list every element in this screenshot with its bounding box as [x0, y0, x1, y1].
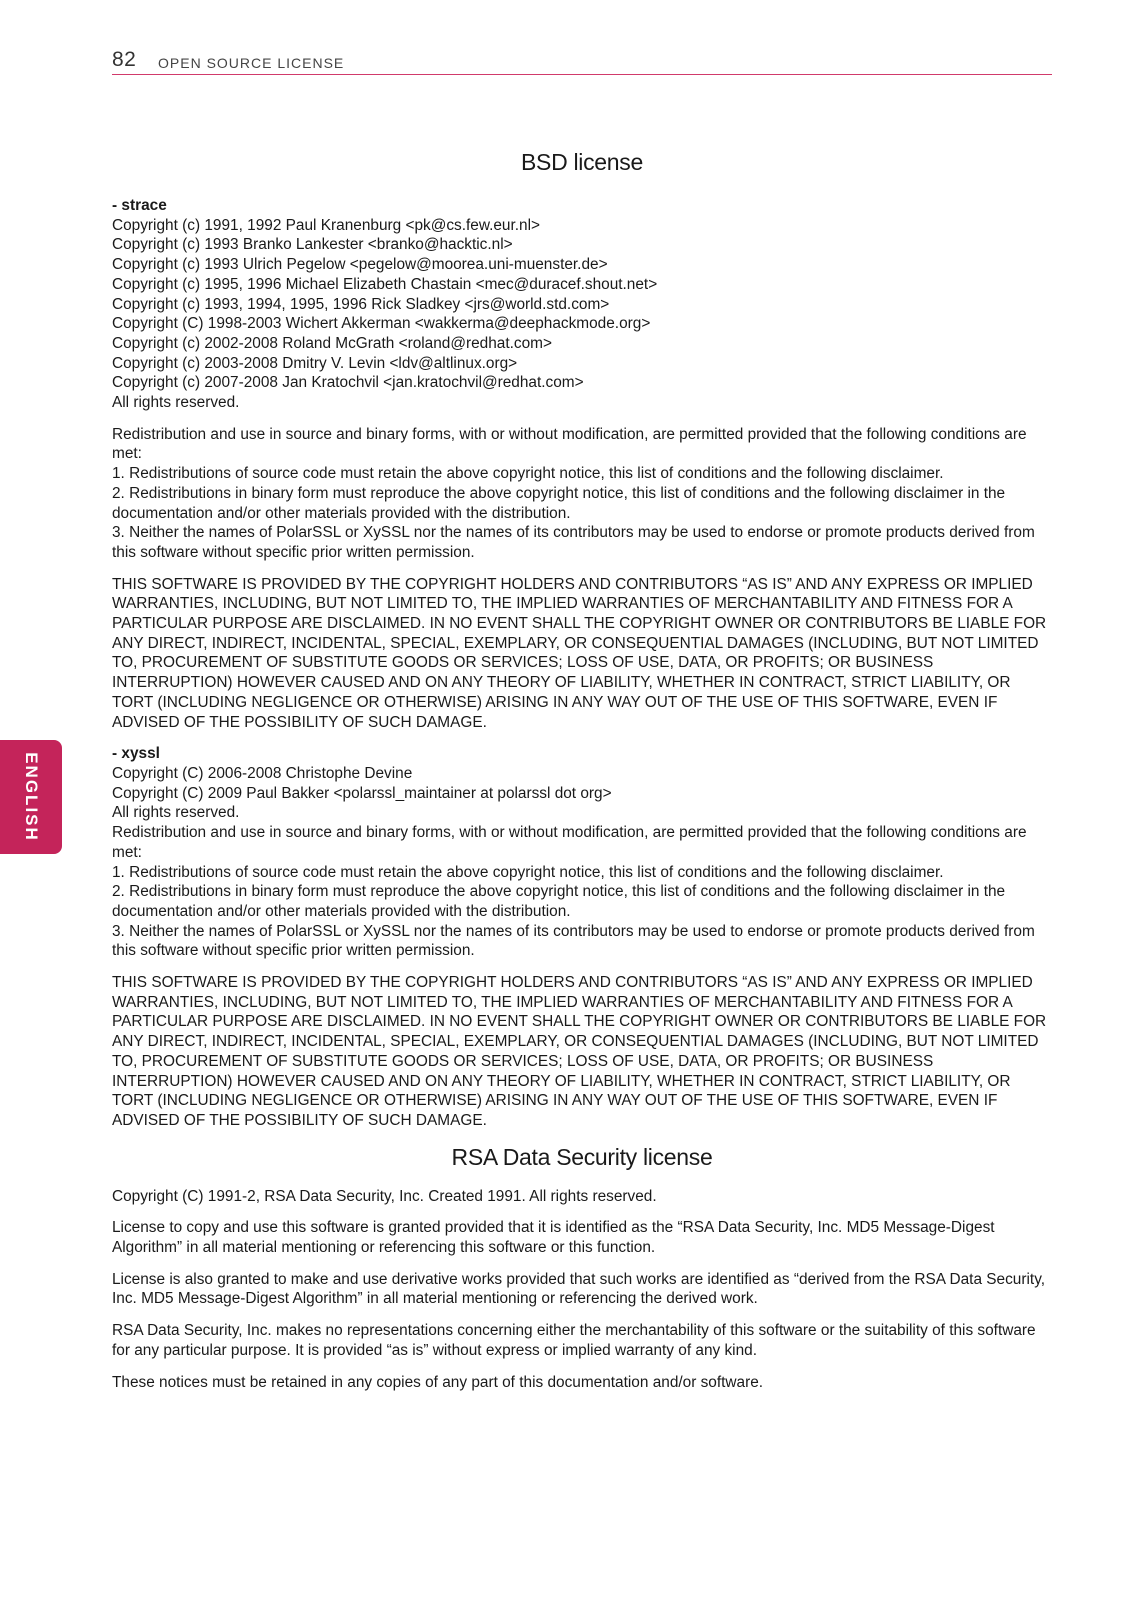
xyssl-line: Copyright (C) 2006-2008 Christophe Devine	[112, 764, 413, 782]
strace-section	[112, 196, 1052, 413]
xyssl-disclaimer: THIS SOFTWARE IS PROVIDED BY THE COPYRIGHT HOLDERS AND CONTRIBUTORS “AS IS” AND ANY EXPRESS OR IMPLIED WARRANTIES, INCLUDING, BUT NOT LIMITED TO, THE IMPLIED WARRANTIES OF MERCHANTABILITY AND FITNESS FOR A PARTICULAR PURPOSE ARE DISCLAIMED. IN NO EVENT SHALL THE COPYRIGHT OWNER OR CONTRIBUTORS BE LIABLE FOR ANY DIRECT, INDIRECT, INCIDENTAL, SPECIAL, EXEMPLARY, OR CONSEQUENTIAL DAMAGES (INCLUDING, BUT NOT LIMITED TO, PROCUREMENT OF SUBSTITUTE GOODS OR SERVICES; LOSS OF USE, DATA, OR PROFITS; OR BUSINESS INTERRUPTION) HOWEVER CAUSED AND ON ANY THEORY OF LIABILITY, WHETHER IN CONTRACT, STRICT LIABILITY, OR TORT (INCLUDING NEGLIGENCE OR OTHERWISE) ARISING IN ANY WAY OUT OF THE USE OF THIS SOFTWARE, EVEN IF ADVISED OF THE POSSIBILITY OF SUCH DAMAGE.	[112, 974, 1047, 1129]
document-body	[112, 148, 1052, 1404]
xyssl-line: All rights reserved.	[112, 804, 240, 822]
copyright-line: All rights reserved.	[112, 394, 240, 412]
strace-conditions	[112, 425, 1052, 563]
page-number: 82	[112, 48, 137, 71]
section-label: OPEN SOURCE LICENSE	[158, 55, 345, 71]
xyssl-line: Copyright (C) 2009 Paul Bakker <polarssl_maintainer at polarssl dot org>	[112, 784, 612, 802]
bsd-license-title: BSD license	[521, 149, 643, 175]
condition-paragraph: 3. Neither the names of PolarSSL or XySSL nor the names of its contributors may be used to endorse or promote products derived from this software without specific prior written permission.	[112, 524, 1035, 561]
copyright-line: Copyright (c) 2007-2008 Jan Kratochvil <jan.kratochvil@redhat.com>	[112, 374, 584, 392]
copyright-line: Copyright (C) 1998-2003 Wichert Akkerman <wakkerma@deephackmode.org>	[112, 315, 651, 333]
xyssl-line: Redistribution and use in source and binary forms, with or without modification, are permitted provided that the following conditions are met:	[112, 824, 1027, 861]
language-tab	[0, 740, 62, 854]
xyssl-section	[112, 744, 1052, 961]
condition-paragraph: 1. Redistributions of source code must retain the above copyright notice, this list of conditions and the following disclaimer.	[112, 465, 944, 483]
xyssl-line: 3. Neither the names of PolarSSL or XySSL nor the names of its contributors may be used to endorse or promote products derived from this software without specific prior written permission.	[112, 922, 1035, 960]
copyright-line: Copyright (c) 1993 Branko Lankester <branko@hacktic.nl>	[112, 236, 513, 254]
condition-paragraph: 2. Redistributions in binary form must reproduce the above copyright notice, this list of conditions and the following disclaimer in the documentation and/or other materials provided with the distribution.	[112, 484, 1006, 522]
xyssl-label: - xyssl	[112, 745, 160, 763]
copyright-line: Copyright (c) 2002-2008 Roland McGrath <roland@redhat.com>	[112, 334, 552, 352]
copyright-line: Copyright (c) 1991, 1992 Paul Kranenburg <pk@cs.few.eur.nl>	[112, 216, 541, 234]
xyssl-line: 2. Redistributions in binary form must reproduce the above copyright notice, this list of conditions and the following disclaimer in the documentation and/or other materials provided with the distribution.	[112, 883, 1006, 920]
rsa-paragraph: RSA Data Security, Inc. makes no representations concerning either the merchantability of this software or the suitability of this software for any particular purpose. It is provided “as is” without express or implied warranty of any kind.	[112, 1322, 1036, 1359]
copyright-line: Copyright (c) 1993 Ulrich Pegelow <pegelow@moorea.uni-muenster.de>	[112, 256, 608, 274]
rsa-paragraph: License to copy and use this software is granted provided that it is identified as the “RSA Data Security, Inc. MD5 Message-Digest Algorithm” in all material mentioning or referencing this software or this function.	[112, 1219, 995, 1257]
rsa-paragraph: These notices must be retained in any copies of any part of this documentation and/or software.	[112, 1373, 764, 1391]
strace-label: - strace	[112, 197, 167, 214]
strace-disclaimer: THIS SOFTWARE IS PROVIDED BY THE COPYRIGHT HOLDERS AND CONTRIBUTORS “AS IS” AND ANY EXPRESS OR IMPLIED WARRANTIES, INCLUDING, BUT NOT LIMITED TO, THE IMPLIED WARRANTIES OF MERCHANTABILITY AND FITNESS FOR A PARTICULAR PURPOSE ARE DISCLAIMED. IN NO EVENT SHALL THE COPYRIGHT OWNER OR CONTRIBUTORS BE LIABLE FOR ANY DIRECT, INDIRECT, INCIDENTAL, SPECIAL, EXEMPLARY, OR CONSEQUENTIAL DAMAGES (INCLUDING, BUT NOT LIMITED TO, PROCUREMENT OF SUBSTITUTE GOODS OR SERVICES; LOSS OF USE, DATA, OR PROFITS; OR BUSINESS INTERRUPTION) HOWEVER CAUSED AND ON ANY THEORY OF LIABILITY, WHETHER IN CONTRACT, STRICT LIABILITY, OR TORT (INCLUDING NEGLIGENCE OR OTHERWISE) ARISING IN ANY WAY OUT OF THE USE OF THIS SOFTWARE, EVEN IF ADVISED OF THE POSSIBILITY OF SUCH DAMAGE.	[112, 575, 1047, 731]
copyright-line: Copyright (c) 2003-2008 Dmitry V. Levin <ldv@altlinux.org>	[112, 354, 518, 372]
rsa-license-title: RSA Data Security license	[451, 1143, 713, 1170]
rsa-paragraph: Copyright (C) 1991-2, RSA Data Security, Inc. Created 1991. All rights reserved.	[112, 1187, 657, 1205]
copyright-line: Copyright (c) 1995, 1996 Michael Elizabeth Chastain <mec@duracef.shout.net>	[112, 275, 658, 293]
rsa-paragraph: License is also granted to make and use derivative works provided that such works are identified as “derived from the RSA Data Security, Inc. MD5 Message-Digest Algorithm” in all material mentioning or referencing the derived work.	[112, 1270, 1046, 1308]
page-header	[112, 46, 1052, 75]
copyright-line: Copyright (c) 1993, 1994, 1995, 1996 Rick Sladkey <jrs@world.std.com>	[112, 295, 610, 313]
condition-paragraph: Redistribution and use in source and binary forms, with or without modification, are permitted provided that the following conditions are met:	[112, 425, 1027, 463]
xyssl-line: 1. Redistributions of source code must retain the above copyright notice, this list of conditions and the following disclaimer.	[112, 863, 944, 881]
language-tab-label: ENGLISH	[22, 752, 41, 842]
